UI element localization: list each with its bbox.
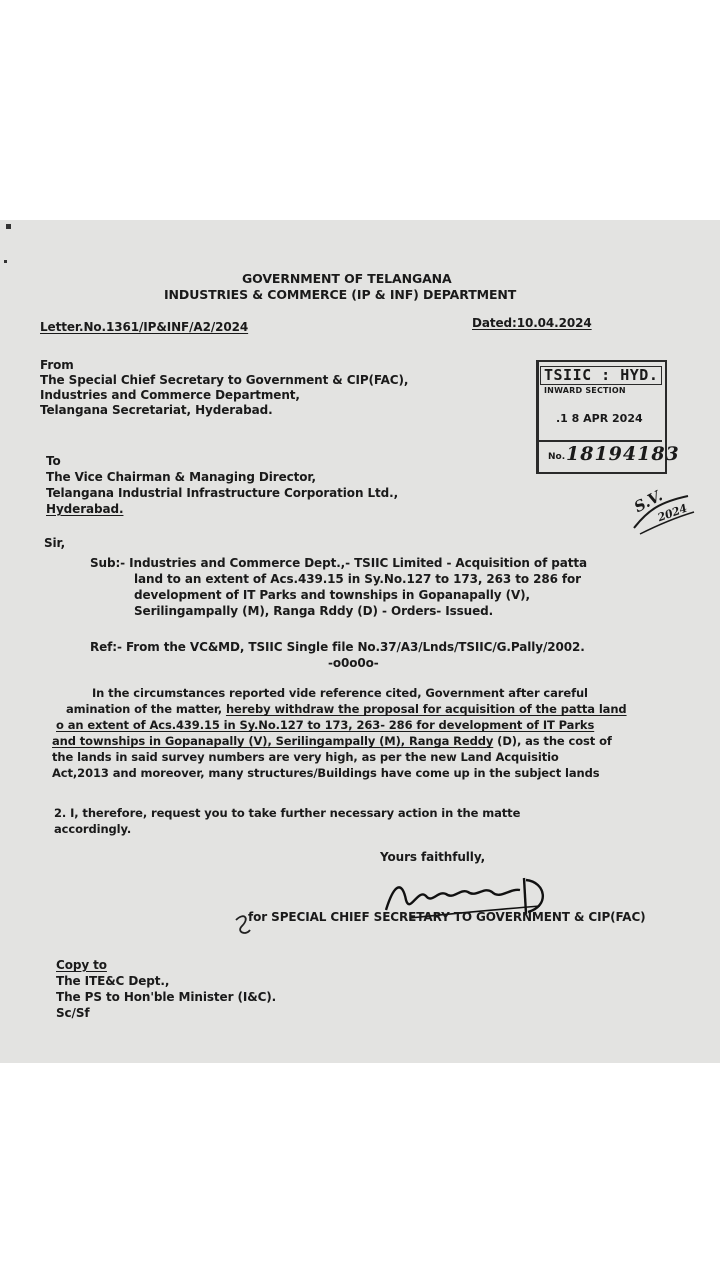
scan-speck	[6, 224, 11, 229]
letter-number: Letter.No.1361/IP&INF/A2/2024	[40, 320, 249, 334]
body-p1-line-4-b: (D), as the cost of	[493, 734, 612, 748]
salutation: Sir,	[44, 536, 66, 550]
copy-to-line-3: Sc/Sf	[56, 1006, 90, 1020]
subject-line-4: Serilingampally (M), Ranga Rddy (D) - Orders- Issued.	[134, 604, 494, 618]
handwritten-initial: S.V.	[631, 486, 666, 517]
subject-line-1: Sub:- Industries and Commerce Dept.,- TSIIC Limited - Acquisition of patta	[90, 556, 588, 570]
stamp-no-value: 18194183	[566, 443, 680, 465]
from-line-2: Industries and Commerce Department,	[40, 388, 300, 402]
copy-to-label: Copy to	[56, 958, 107, 972]
body-p2-line-2: accordingly.	[54, 822, 132, 836]
to-line-1: The Vice Chairman & Managing Director,	[46, 470, 316, 484]
body-p2-line-1: 2. I, therefore, request you to take further necessary action in the matte	[54, 806, 521, 820]
body-p1-line-1: In the circumstances reported vide reference cited, Government after careful	[92, 686, 588, 700]
handwritten-initial-strokes	[630, 492, 700, 538]
copy-to-line-1: The ITE&C Dept.,	[56, 974, 170, 988]
subject-line-3: development of IT Parks and townships in Gopanapally (V),	[134, 588, 531, 602]
to-line-3: Hyderabad.	[46, 502, 124, 516]
body-p1-line-3: o an extent of Acs.439.15 in Sy.No.127 to 173, 263- 286 for development of IT Parks	[56, 718, 595, 732]
handwritten-year: 2024	[656, 501, 689, 525]
body-p1-line-2	[66, 702, 627, 716]
body-p1-line-2-b: hereby withdraw the proposal for acquisition of the patta land	[225, 702, 627, 716]
subject-line-2: land to an extent of Acs.439.15 in Sy.No.127 to 173, 263 to 286 for	[134, 572, 582, 586]
body-p1-line-4	[52, 734, 612, 748]
closing-yours-faithfully: Yours faithfully,	[380, 850, 486, 864]
scan-speck	[4, 260, 7, 263]
header-government: GOVERNMENT OF TELANGANA	[242, 271, 452, 286]
inward-stamp	[536, 360, 680, 472]
from-label: From	[40, 358, 74, 372]
from-line-1: The Special Chief Secretary to Government & CIP(FAC),	[40, 373, 409, 387]
body-p1-line-4-a: and townships in Gopanapally (V), Serilingampally (M), Ranga Reddy	[52, 734, 494, 748]
body-p1-line-5: the lands in said survey numbers are very high, as per the new Land Acquisitio	[52, 750, 559, 764]
reference-line: Ref:- From the VC&MD, TSIIC Single file No.37/A3/Lnds/TSIIC/G.Pally/2002.	[90, 640, 585, 654]
copy-to-line-2: The PS to Hon'ble Minister (I&C).	[56, 990, 277, 1004]
body-p1-line-2-a: amination of the matter,	[66, 702, 226, 716]
to-line-2: Telangana Industrial Infrastructure Corporation Ltd.,	[46, 486, 399, 500]
stamp-date: .1 8 APR 2024	[556, 412, 643, 425]
to-label: To	[46, 454, 61, 468]
reference-separator: -o0o0o-	[328, 656, 379, 670]
from-line-3: Telangana Secretariat, Hyderabad.	[40, 403, 273, 417]
stamp-no-label: No.	[548, 452, 566, 462]
stamp-head: TSIIC : HYD.	[540, 366, 662, 385]
body-p1-line-6: Act,2013 and moreover, many structures/Buildings have come up in the subject lands	[52, 766, 600, 780]
closing-signatory: for SPECIAL CHIEF SECRETARY TO GOVERNMENT & CIP(FAC)	[248, 910, 646, 924]
stamp-section: INWARD SECTION	[544, 386, 626, 395]
letter-date: Dated:10.04.2024	[472, 316, 592, 330]
header-department: INDUSTRIES & COMMERCE (IP & INF) DEPARTMENT	[164, 287, 517, 302]
scanned-letter	[0, 220, 720, 1063]
